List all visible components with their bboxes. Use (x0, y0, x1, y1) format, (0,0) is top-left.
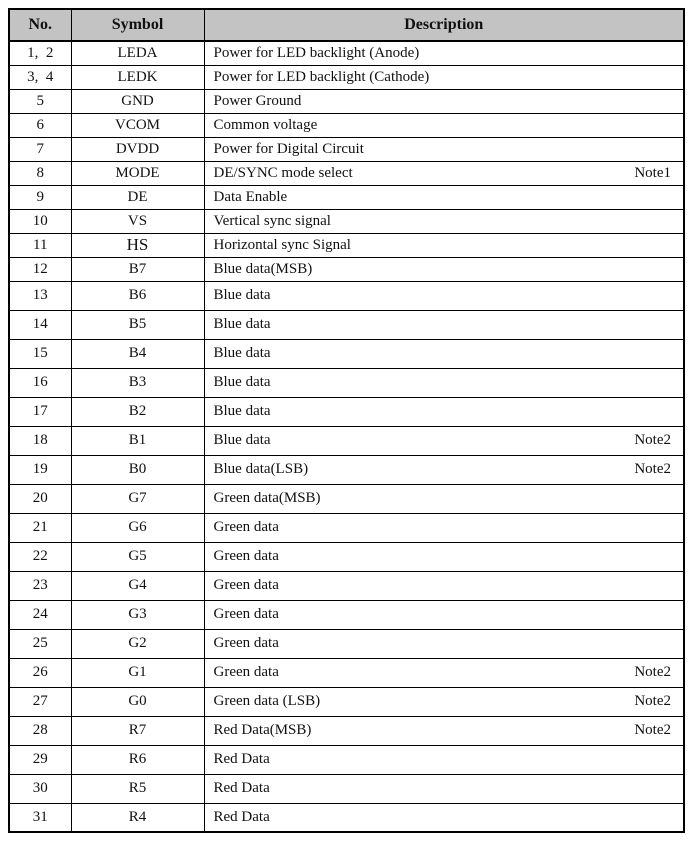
pin-number-cell: 15 (9, 339, 71, 368)
table-row (9, 455, 684, 484)
pin-symbol-cell (71, 745, 204, 774)
pin-symbol-cell (71, 339, 204, 368)
pin-description-cell (204, 161, 684, 185)
pin-description-text: Power for Digital Circuit (213, 140, 364, 157)
pin-description-cell (204, 281, 684, 310)
table-row (9, 339, 684, 368)
pin-number-cell: 21 (9, 513, 71, 542)
table-row (9, 542, 684, 571)
pin-symbol-text: B5 (128, 316, 147, 332)
pin-symbol-cell (71, 41, 204, 65)
table-row (9, 161, 684, 185)
pin-symbol-cell (71, 455, 204, 484)
table-row (9, 257, 684, 281)
pin-description-text: Common voltage (213, 116, 318, 133)
pin-symbol-text: R4 (128, 808, 147, 825)
pin-description-cell (204, 185, 684, 209)
pin-description-text: Power for LED backlight (Cathode) (213, 68, 430, 85)
pin-description-line (205, 261, 684, 278)
table-row (9, 426, 684, 455)
pin-description-text: Blue data (213, 345, 271, 361)
pin-description-line (205, 751, 684, 768)
pin-symbol-cell (71, 513, 204, 542)
pin-description-cell (204, 629, 684, 658)
table-row (9, 310, 684, 339)
pin-symbol-text: HS (126, 235, 149, 254)
pin-symbol-text: G4 (128, 577, 147, 593)
pin-description-cell (204, 89, 684, 113)
column-header-no: No. (9, 9, 71, 41)
pin-note-text: Note2 (634, 693, 671, 709)
pin-description-line (205, 635, 684, 652)
pin-description-text: Green data (213, 519, 279, 535)
pin-number-cell: 22 (9, 542, 71, 571)
pin-number-cell: 18 (9, 426, 71, 455)
pin-symbol-text: DE (127, 188, 148, 205)
pin-symbol-text: DVDD (115, 140, 160, 157)
pin-description-text: Blue data(MSB) (213, 260, 313, 277)
pin-description-text: Power Ground (213, 92, 302, 109)
pin-symbol-text: GND (121, 92, 154, 109)
pin-number-cell: 3, 4 (9, 65, 71, 89)
pin-description-cell (204, 233, 684, 257)
pin-number-cell: 28 (9, 716, 71, 745)
pin-symbol-text: G5 (128, 548, 147, 564)
pin-description-line (205, 693, 684, 710)
pin-note-text: Note1 (634, 164, 671, 181)
pin-description-cell (204, 716, 684, 745)
pin-description-cell (204, 542, 684, 571)
column-header-description: Description (204, 9, 684, 41)
pin-symbol-text: B4 (128, 345, 147, 361)
table-row (9, 513, 684, 542)
table-row (9, 803, 684, 832)
pin-description-cell (204, 339, 684, 368)
pin-number-cell: 30 (9, 774, 71, 803)
pin-description-text: Red Data (213, 780, 270, 796)
pin-number-cell: 8 (9, 161, 71, 185)
pin-description-cell (204, 571, 684, 600)
pin-symbol-text: R7 (128, 722, 147, 738)
pin-number-cell: 14 (9, 310, 71, 339)
table-row (9, 41, 684, 65)
table-row (9, 716, 684, 745)
pin-description-line (205, 237, 684, 254)
pin-number-cell: 17 (9, 397, 71, 426)
pin-symbol-cell (71, 185, 204, 209)
pin-description-cell (204, 310, 684, 339)
pin-number-cell: 20 (9, 484, 71, 513)
pin-description-line (205, 316, 684, 333)
pin-number-cell: 9 (9, 185, 71, 209)
pin-description-text: Red Data (213, 808, 270, 825)
table-row (9, 687, 684, 716)
table-row (9, 600, 684, 629)
table-row (9, 113, 684, 137)
pin-symbol-cell (71, 161, 204, 185)
table-row (9, 89, 684, 113)
pin-description-line (205, 69, 684, 86)
pin-description-text: Green data (213, 606, 279, 622)
pin-symbol-text: G3 (128, 606, 147, 622)
table-row (9, 774, 684, 803)
pin-description-text: Green data (213, 635, 279, 651)
table-row (9, 185, 684, 209)
pin-description-cell (204, 658, 684, 687)
pin-description-text: Blue data (213, 432, 271, 448)
pin-symbol-text: LEDK (117, 68, 158, 85)
pin-symbol-cell (71, 281, 204, 310)
table-row (9, 484, 684, 513)
pin-symbol-cell (71, 426, 204, 455)
pin-symbol-text: MODE (115, 164, 160, 181)
pin-description-cell (204, 257, 684, 281)
pin-description-cell (204, 484, 684, 513)
pin-description-line (205, 461, 684, 478)
pin-description-text: DE/SYNC mode select (213, 164, 353, 181)
pin-symbol-cell (71, 89, 204, 113)
pin-description-cell (204, 209, 684, 233)
pin-number-cell: 7 (9, 137, 71, 161)
pin-description-cell (204, 65, 684, 89)
table-row (9, 571, 684, 600)
pin-description-text: Green data (213, 577, 279, 593)
pin-description-cell (204, 137, 684, 161)
pin-number-cell: 5 (9, 89, 71, 113)
pin-description-table (8, 8, 685, 833)
pin-description-text: Red Data(MSB) (213, 722, 312, 738)
pin-symbol-text: VCOM (114, 116, 160, 133)
table-row (9, 281, 684, 310)
pin-description-cell (204, 745, 684, 774)
pin-description-cell (204, 426, 684, 455)
pin-description-line (205, 780, 684, 797)
pin-note-text: Note2 (634, 664, 671, 680)
pin-description-text: Green data (213, 548, 279, 564)
pin-symbol-cell (71, 257, 204, 281)
pin-symbol-cell (71, 687, 204, 716)
pin-description-text: Blue data (213, 374, 271, 390)
table-row (9, 745, 684, 774)
pin-number-cell: 27 (9, 687, 71, 716)
pin-description-cell (204, 113, 684, 137)
pin-symbol-cell (71, 803, 204, 832)
pin-description-line (205, 45, 684, 62)
pin-symbol-cell (71, 484, 204, 513)
pin-symbol-text: B7 (128, 260, 147, 277)
pin-description-line (205, 519, 684, 536)
pin-symbol-text: G1 (128, 664, 147, 680)
table-header (9, 9, 684, 41)
pin-symbol-cell (71, 629, 204, 658)
pin-description-line (205, 345, 684, 362)
pin-description-line (205, 606, 684, 623)
table-row (9, 368, 684, 397)
pin-description-text: Vertical sync signal (213, 212, 331, 229)
pin-description-line (205, 287, 684, 304)
table-row (9, 658, 684, 687)
pin-number-cell: 10 (9, 209, 71, 233)
pin-number-cell: 16 (9, 368, 71, 397)
pin-description-table-wrapper (8, 8, 685, 833)
pin-description-line (205, 141, 684, 158)
pin-number-cell: 25 (9, 629, 71, 658)
pin-symbol-cell (71, 368, 204, 397)
pin-note-text: Note2 (634, 461, 671, 477)
pin-description-cell (204, 397, 684, 426)
pin-description-line (205, 548, 684, 565)
pin-description-line (205, 165, 684, 182)
pin-description-text: Power for LED backlight (Anode) (213, 44, 420, 61)
pin-symbol-cell (71, 658, 204, 687)
pin-description-line (205, 722, 684, 739)
pin-description-cell (204, 687, 684, 716)
pin-number-cell: 6 (9, 113, 71, 137)
table-row (9, 65, 684, 89)
table-row (9, 209, 684, 233)
pin-symbol-text: LEDA (117, 44, 158, 61)
pin-number-cell: 26 (9, 658, 71, 687)
pin-description-text: Data Enable (213, 188, 288, 205)
pin-symbol-text: G0 (128, 693, 147, 709)
pin-note-text: Note2 (634, 722, 671, 738)
pin-symbol-cell (71, 137, 204, 161)
pin-number-cell: 24 (9, 600, 71, 629)
pin-description-text: Green data (213, 664, 279, 680)
pin-description-line (205, 490, 684, 507)
pin-description-cell (204, 513, 684, 542)
pin-symbol-text: VS (127, 212, 148, 229)
pin-number-cell: 1, 2 (9, 41, 71, 65)
pin-description-text: Blue data (213, 316, 271, 332)
pin-description-line (205, 664, 684, 681)
pin-symbol-text: G2 (128, 635, 147, 651)
pin-description-line (205, 432, 684, 449)
pin-description-text: Horizontal sync Signal (213, 236, 351, 253)
pin-number-cell: 31 (9, 803, 71, 832)
pin-number-cell: 13 (9, 281, 71, 310)
pin-description-cell (204, 803, 684, 832)
pin-symbol-cell (71, 233, 204, 257)
pin-symbol-text: B1 (128, 432, 147, 448)
pin-symbol-text: B2 (128, 403, 147, 419)
pin-number-cell: 12 (9, 257, 71, 281)
pin-symbol-cell (71, 113, 204, 137)
pin-description-cell (204, 600, 684, 629)
pin-number-cell: 19 (9, 455, 71, 484)
pin-symbol-cell (71, 397, 204, 426)
pin-table-body (9, 41, 684, 832)
pin-symbol-cell (71, 571, 204, 600)
pin-description-line (205, 117, 684, 134)
pin-description-line (205, 213, 684, 230)
table-row (9, 397, 684, 426)
pin-description-cell (204, 41, 684, 65)
table-row (9, 629, 684, 658)
pin-description-cell (204, 455, 684, 484)
pin-symbol-text: R6 (128, 751, 147, 767)
table-row (9, 233, 684, 257)
pin-number-cell: 29 (9, 745, 71, 774)
pin-symbol-text: G6 (128, 519, 147, 535)
pin-symbol-cell (71, 209, 204, 233)
pin-description-line (205, 809, 684, 826)
pin-description-line (205, 374, 684, 391)
pin-description-text: Blue data (213, 403, 271, 419)
pin-symbol-text: R5 (128, 780, 147, 796)
pin-description-text: Red Data (213, 751, 270, 767)
pin-description-line (205, 577, 684, 594)
column-header-symbol: Symbol (71, 9, 204, 41)
pin-description-line (205, 403, 684, 420)
table-row (9, 137, 684, 161)
pin-note-text: Note2 (634, 432, 671, 448)
pin-symbol-text: B3 (128, 374, 147, 390)
pin-symbol-text: G7 (128, 490, 147, 506)
pin-symbol-text: B6 (128, 287, 147, 303)
pin-description-line (205, 93, 684, 110)
pin-description-cell (204, 774, 684, 803)
pin-number-cell: 23 (9, 571, 71, 600)
pin-description-cell (204, 368, 684, 397)
pin-symbol-cell (71, 542, 204, 571)
pin-description-text: Blue data(LSB) (213, 461, 309, 477)
pin-symbol-cell (71, 310, 204, 339)
pin-symbol-text: B0 (128, 461, 147, 477)
pin-symbol-cell (71, 716, 204, 745)
pin-description-text: Blue data (213, 287, 271, 303)
pin-description-text: Green data (LSB) (213, 693, 321, 709)
pin-number-cell: 11 (9, 233, 71, 257)
table-header-row (9, 9, 684, 41)
pin-description-line (205, 189, 684, 206)
pin-symbol-cell (71, 774, 204, 803)
pin-symbol-cell (71, 65, 204, 89)
pin-description-text: Green data(MSB) (213, 490, 321, 506)
pin-symbol-cell (71, 600, 204, 629)
